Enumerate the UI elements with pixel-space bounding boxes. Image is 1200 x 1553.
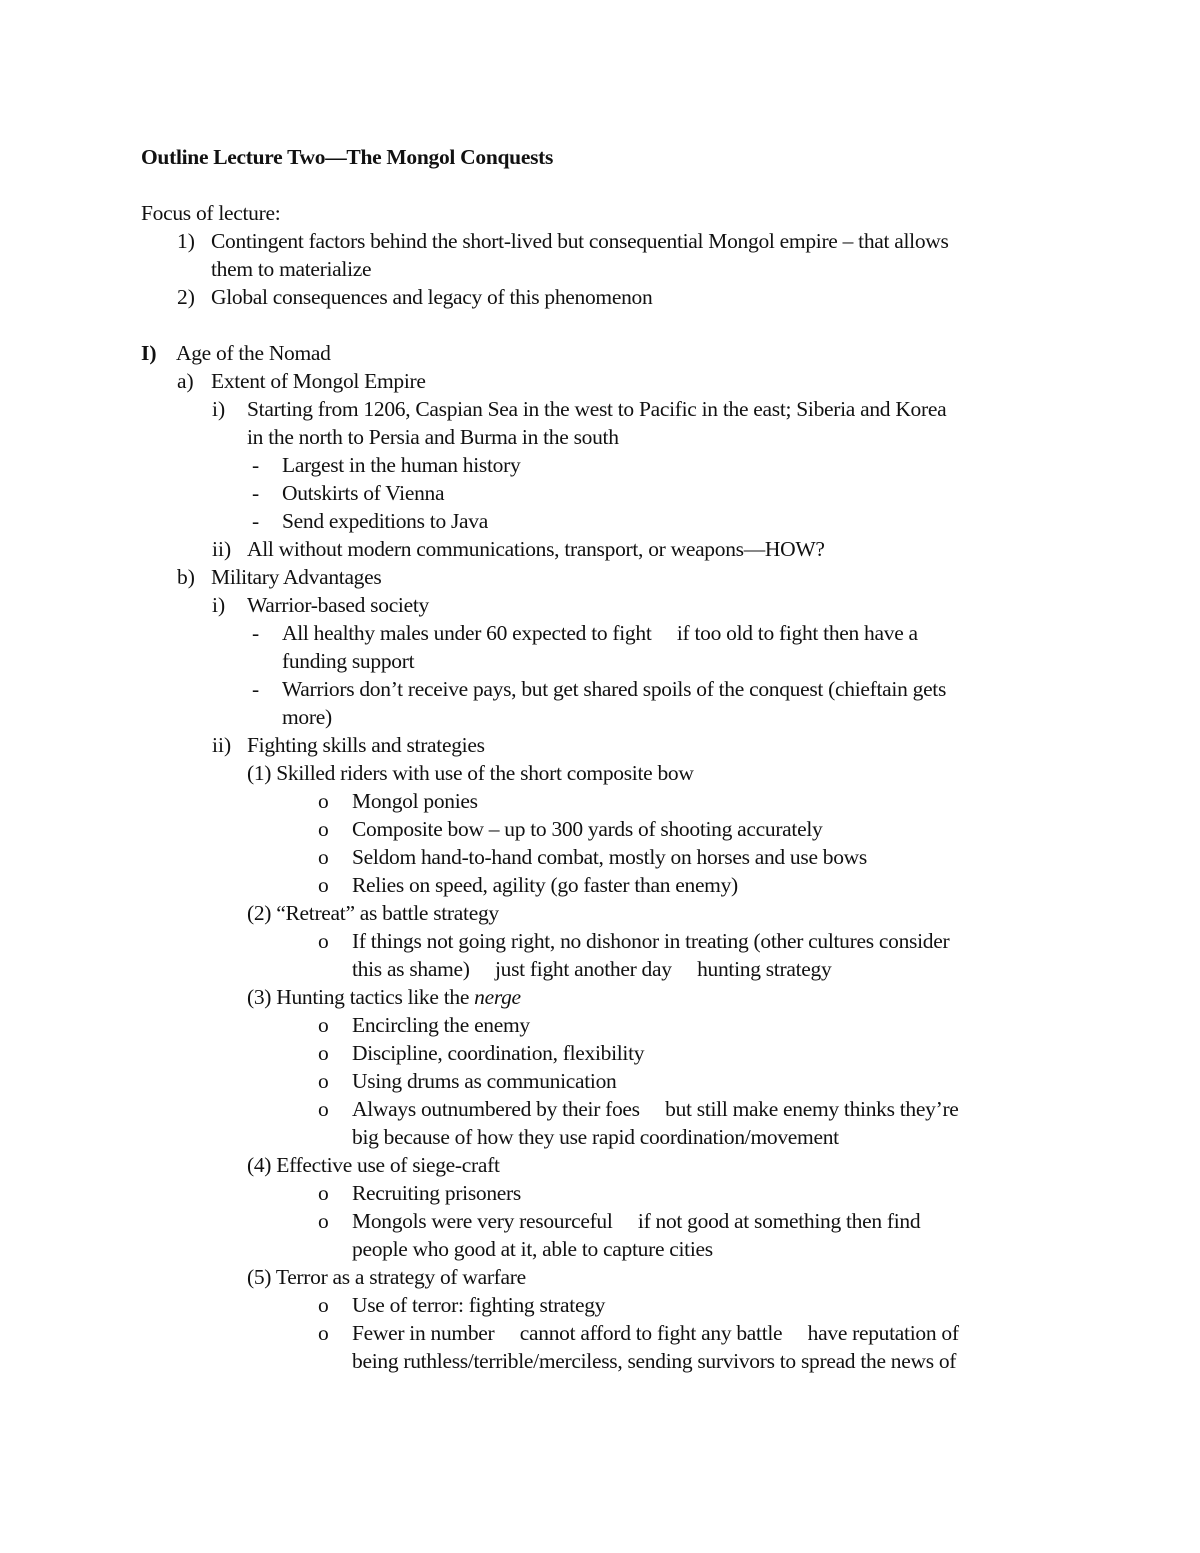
focus-item-1-line-2: them to materialize [211, 257, 372, 281]
strategy-2-item-line-1: If things not going right, no dishonor in treating (other cultures consider [352, 929, 950, 953]
circle-bullet: o [318, 1069, 329, 1093]
warrior-bullet-1-line-1: All healthy males under 60 expected to fight if too old to fight then have a [282, 621, 918, 645]
section-marker: I) [141, 341, 157, 365]
strategy-1-item-4: Relies on speed, agility (go faster than enemy) [352, 873, 738, 897]
strategy-4-label: (4) Effective use of siege-craft [247, 1153, 500, 1177]
section-heading: Age of the Nomad [176, 341, 331, 365]
strategy-4-item-2-line-2: people who good at it, able to capture cities [352, 1237, 713, 1261]
focus-heading: Focus of lecture: [141, 201, 281, 225]
circle-bullet: o [318, 1321, 329, 1345]
circle-bullet: o [318, 817, 329, 841]
nerge-term: nerge [474, 985, 521, 1009]
warrior-bullet-2-line-2: more) [282, 705, 332, 729]
focus-item-2: Global consequences and legacy of this phenomenon [211, 285, 653, 309]
strategy-1-item-3: Seldom hand-to-hand combat, mostly on horses and use bows [352, 845, 867, 869]
warrior-bullet-2-line-1: Warriors don’t receive pays, but get shared spoils of the conquest (chieftain gets [282, 677, 947, 701]
circle-bullet: o [318, 1293, 329, 1317]
subsection-b-label: Military Advantages [211, 565, 382, 589]
strategy-2-label: (2) “Retreat” as battle strategy [247, 901, 499, 925]
circle-bullet: o [318, 1013, 329, 1037]
extent-ii-text: All without modern communications, transport, or weapons—HOW? [247, 537, 825, 561]
list-marker: i) [212, 397, 226, 421]
list-marker: ii) [212, 733, 232, 757]
strategy-3-item-1: Encircling the enemy [352, 1013, 530, 1037]
fighting-skills-label: Fighting skills and strategies [247, 733, 485, 757]
strategy-4-item-1: Recruiting prisoners [352, 1181, 521, 1205]
list-marker: b) [177, 565, 195, 589]
document-title: Outline Lecture Two—The Mongol Conquests [141, 145, 554, 169]
circle-bullet: o [318, 1209, 329, 1233]
circle-bullet: o [318, 1041, 329, 1065]
dash-bullet: - [252, 481, 260, 505]
strategy-3-item-3: Using drums as communication [352, 1069, 617, 1093]
extent-bullet-1: Largest in the human history [282, 453, 521, 477]
warrior-bullet-1-line-2: funding support [282, 649, 415, 673]
list-marker: ii) [212, 537, 232, 561]
strategy-4-item-2-line-1: Mongols were very resourceful if not good at something then find [352, 1209, 921, 1233]
strategy-3-label-text: (3) Hunting tactics like the [247, 985, 475, 1009]
strategy-1-item-1: Mongol ponies [352, 789, 478, 813]
strategy-3-item-4-line-2: big because of how they use rapid coordination/movement [352, 1125, 839, 1149]
warrior-society-label: Warrior-based society [247, 593, 429, 617]
dash-bullet: - [252, 453, 260, 477]
strategy-3-item-4-line-1: Always outnumbered by their foes but still make enemy thinks they’re [352, 1097, 959, 1121]
strategy-5-item-1: Use of terror: fighting strategy [352, 1293, 606, 1317]
extent-bullet-3: Send expeditions to Java [282, 509, 488, 533]
strategy-5-item-2-line-1: Fewer in number cannot afford to fight any battle have reputation of [352, 1321, 959, 1345]
extent-line-2: in the north to Persia and Burma in the south [247, 425, 619, 449]
list-marker: 1) [177, 229, 195, 253]
extent-bullet-2: Outskirts of Vienna [282, 481, 445, 505]
list-marker: i) [212, 593, 226, 617]
circle-bullet: o [318, 1097, 329, 1121]
circle-bullet: o [318, 845, 329, 869]
dash-bullet: - [252, 677, 260, 701]
strategy-5-item-2-line-2: being ruthless/terrible/merciless, sending survivors to spread the news of [352, 1349, 957, 1373]
subsection-a-label: Extent of Mongol Empire [211, 369, 426, 393]
strategy-3-item-2: Discipline, coordination, flexibility [352, 1041, 645, 1065]
circle-bullet: o [318, 789, 329, 813]
circle-bullet: o [318, 873, 329, 897]
focus-item-1-line-1: Contingent factors behind the short-lived but consequential Mongol empire – that allows [211, 229, 949, 253]
strategy-1-item-2: Composite bow – up to 300 yards of shooting accurately [352, 817, 823, 841]
strategy-2-item-line-2: this as shame) just fight another day hunting strategy [352, 957, 832, 981]
strategy-5-label: (5) Terror as a strategy of warfare [247, 1265, 526, 1289]
extent-line-1: Starting from 1206, Caspian Sea in the west to Pacific in the east; Siberia and Korea [247, 397, 947, 421]
circle-bullet: o [318, 1181, 329, 1205]
list-marker: a) [177, 369, 194, 393]
strategy-3-label [247, 983, 521, 1011]
dash-bullet: - [252, 509, 260, 533]
list-marker: 2) [177, 285, 195, 309]
dash-bullet: - [252, 621, 260, 645]
circle-bullet: o [318, 929, 329, 953]
strategy-1-label: (1) Skilled riders with use of the short composite bow [247, 761, 694, 785]
